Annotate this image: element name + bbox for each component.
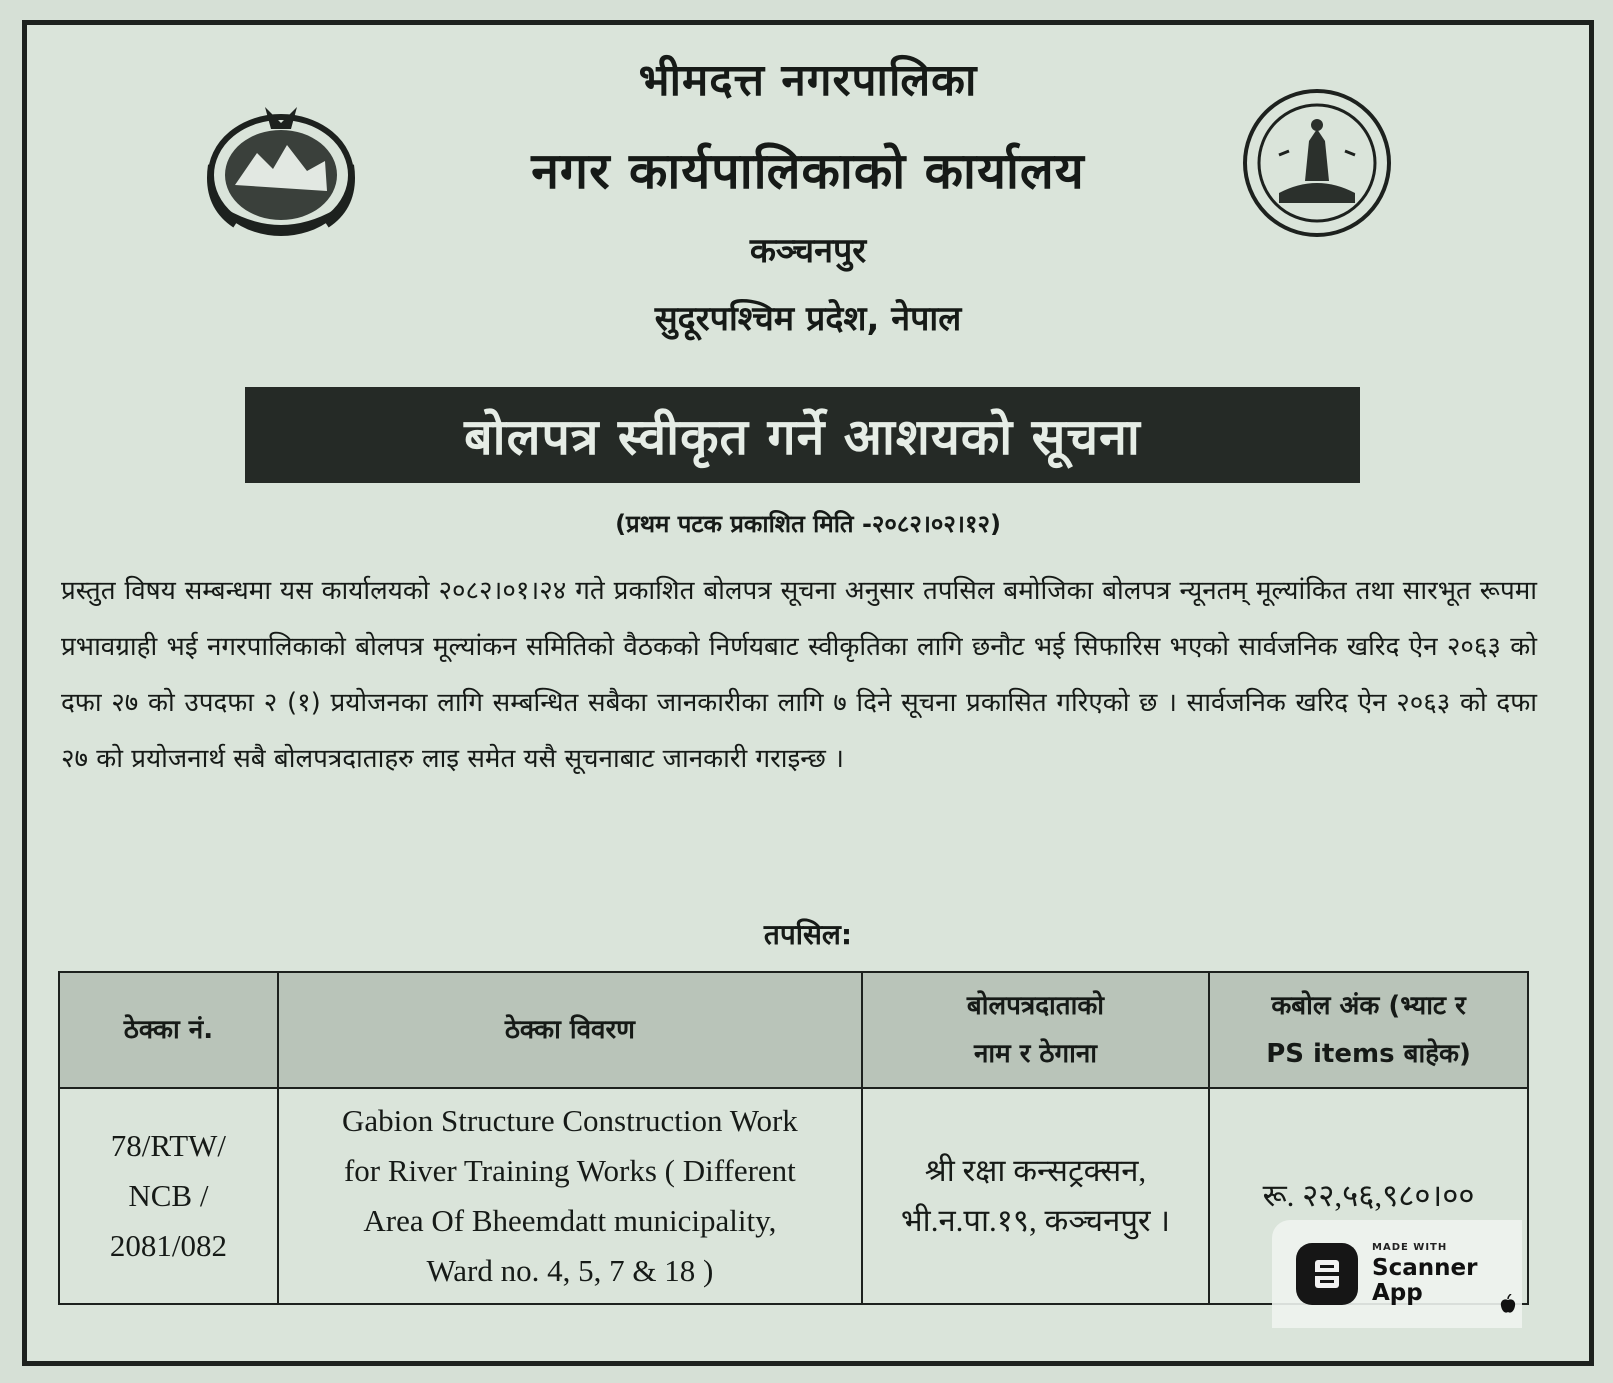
description-line2: for River Training Works ( Different xyxy=(343,1153,796,1188)
notice-page xyxy=(22,20,1594,1366)
bid-amount: रू. २२,५६,९८०।०० xyxy=(1262,1178,1475,1213)
cell-description xyxy=(278,1088,862,1304)
schedule-label: तपसिल: xyxy=(763,918,853,951)
header-description xyxy=(278,972,862,1088)
header-description-label: ठेक्का विवरण xyxy=(504,1015,635,1045)
made-with-label: MADE WITH xyxy=(1372,1242,1448,1253)
district-name: कञ्चनपुर xyxy=(749,231,867,271)
scanner-app-watermark xyxy=(1272,1220,1522,1328)
description-line3: Area Of Bheemdatt municipality, xyxy=(363,1203,777,1238)
contract-no-line3: 2081/082 xyxy=(109,1228,227,1263)
description-line4: Ward no. 4, 5, 7 & 18 ) xyxy=(426,1253,714,1288)
province-name: सुदूरपश्चिम प्रदेश, नेपाल xyxy=(654,299,962,339)
office-name: नगर कार्यपालिकाको कार्यालय xyxy=(531,142,1085,200)
header-bidder-line1: बोलपत्रदाताको xyxy=(966,991,1105,1021)
bidder-line1: श्री रक्षा कन्सट्रक्सन, xyxy=(924,1153,1147,1188)
cell-bidder xyxy=(862,1088,1209,1304)
notice-title: बोलपत्र स्वीकृत गर्ने आशयको सूचना xyxy=(245,387,1360,483)
header-amount xyxy=(1209,972,1528,1088)
description-line1: Gabion Structure Construction Work xyxy=(341,1103,798,1138)
notice-body: प्रस्तुत विषय सम्बन्धमा यस कार्यालयको २०८२।०१।२४ गते प्रकाशित बोलपत्र सूचना अनुसार तपसिल बमोजिका बोलपत्र न्यूनतम् मूल्यांकित तथा सारभूत रूपमा प्रभावग्राही भई नगरपालिकाको बोलपत्र मूल्यांकन समितिको वैठकको निर्णयबाट स्वीकृतिका लागि छनौट भई सिफारिस भएको सार्वजनिक खरिद ऐन २०६३ को दफा २७ को उपदफा २ (१) प्रयोजनका लागि सम्बन्धित सबैका जानकारीका लागि ७ दिने सूचना प्रकासित गरिएको छ । सार्वजनिक खरिद ऐन २०६३ को दफा २७ को प्रयोजनार्थ सबै बोलपत्रदाताहरु लाइ समेत यसै सूचनाबाट जानकारी गराइन्छ । xyxy=(61,576,1537,774)
scanner-app-icon xyxy=(1296,1243,1358,1305)
header-contract-no xyxy=(59,972,278,1088)
masthead xyxy=(27,55,1589,341)
bidder-line2: भी.न.पा.१९, कञ्चनपुर । xyxy=(900,1203,1171,1238)
scanner-app-text xyxy=(1372,1243,1477,1305)
table-header-row xyxy=(59,972,1528,1088)
publication-date: (प्रथम पटक प्रकाशित मिति -२०८२।०२।१२) xyxy=(615,510,1001,538)
header-amount-line1: कबोल अंक (भ्याट र xyxy=(1271,991,1466,1021)
apple-icon xyxy=(1500,1294,1516,1314)
header-bidder xyxy=(862,972,1209,1088)
header-amount-line2: PS items बाहेक) xyxy=(1266,1039,1471,1069)
cell-contract-no xyxy=(59,1088,278,1304)
municipality-name: भीमदत्त नगरपालिका xyxy=(638,55,978,106)
contract-no-line1: 78/RTW/ xyxy=(110,1128,227,1163)
scanner-app-label: App xyxy=(1372,1280,1423,1306)
header-contract-no-label: ठेक्का नं. xyxy=(123,1015,214,1045)
header-bidder-line2: नाम र ठेगाना xyxy=(973,1039,1098,1069)
contract-no-line2: NCB / xyxy=(128,1178,209,1213)
scanner-name: Scanner xyxy=(1372,1255,1478,1281)
